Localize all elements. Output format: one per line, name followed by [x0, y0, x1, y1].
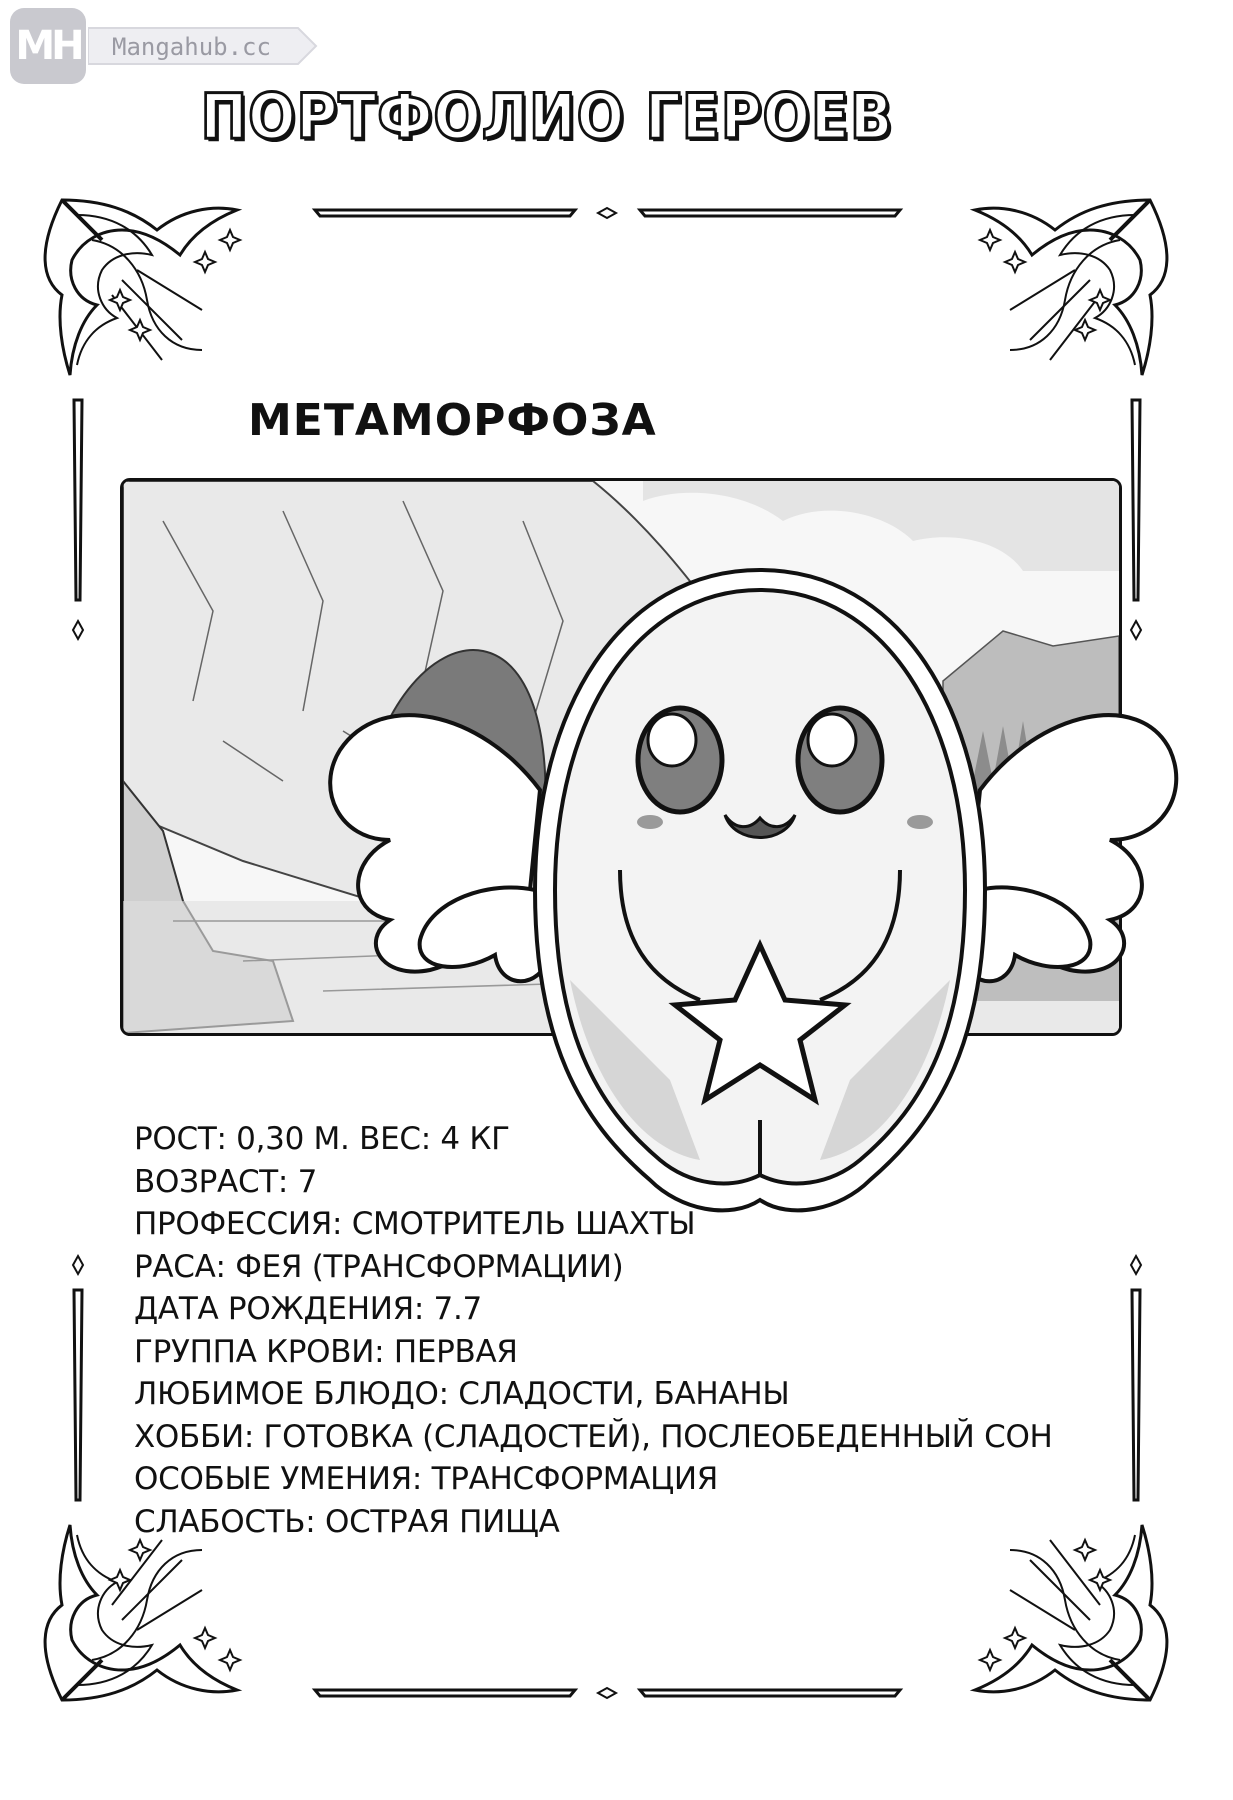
stat-blood-type: ГРУППА КРОВИ: ПЕРВАЯ: [134, 1333, 518, 1370]
character-name: МЕТАМОРФОЗА: [248, 395, 657, 446]
stat-weakness: СЛАБОСТЬ: ОСТРАЯ ПИЩА: [134, 1503, 560, 1540]
stat-race: РАСА: ФЕЯ (ТРАНСФОРМАЦИИ): [134, 1248, 624, 1285]
ornate-corner-icon: [975, 200, 1167, 375]
character-stats: [134, 1118, 1053, 1543]
right-eye: [798, 708, 882, 812]
mangahub-logo-icon: MH: [10, 8, 86, 84]
stat-birthday: ДАТА РОЖДЕНИЯ: 7.7: [134, 1291, 482, 1327]
stat-favorite-food: ЛЮБИМОЕ БЛЮДО: СЛАДОСТИ, БАНАНЫ: [134, 1376, 790, 1412]
stat-height-weight: РОСТ: 0,30 М. ВЕС: 4 КГ: [134, 1121, 510, 1157]
page-title-text: ПОРТФОЛИО ГЕРОЕВ: [200, 80, 893, 153]
frame-left-edge: [73, 400, 83, 1500]
watermark-site-name: Mangahub.cc: [112, 33, 271, 61]
ornate-corner-icon: [975, 1525, 1167, 1700]
stat-special-skills: ОСОБЫЕ УМЕНИЯ: ТРАНСФОРМАЦИЯ: [134, 1461, 718, 1497]
stat-profession: ПРОФЕССИЯ: СМОТРИТЕЛЬ ШАХТЫ: [134, 1206, 696, 1242]
ornate-corner-icon: [45, 200, 237, 375]
frame-bottom-edge: [315, 1688, 900, 1698]
stat-age: ВОЗРАСТ: 7: [134, 1163, 318, 1200]
frame-top-edge: [315, 208, 900, 218]
stat-hobby: ХОББИ: ГОТОВКА (СЛАДОСТЕЙ), ПОСЛЕОБЕДЕННЫЙ СОН: [134, 1418, 1053, 1455]
left-eye: [638, 708, 722, 812]
